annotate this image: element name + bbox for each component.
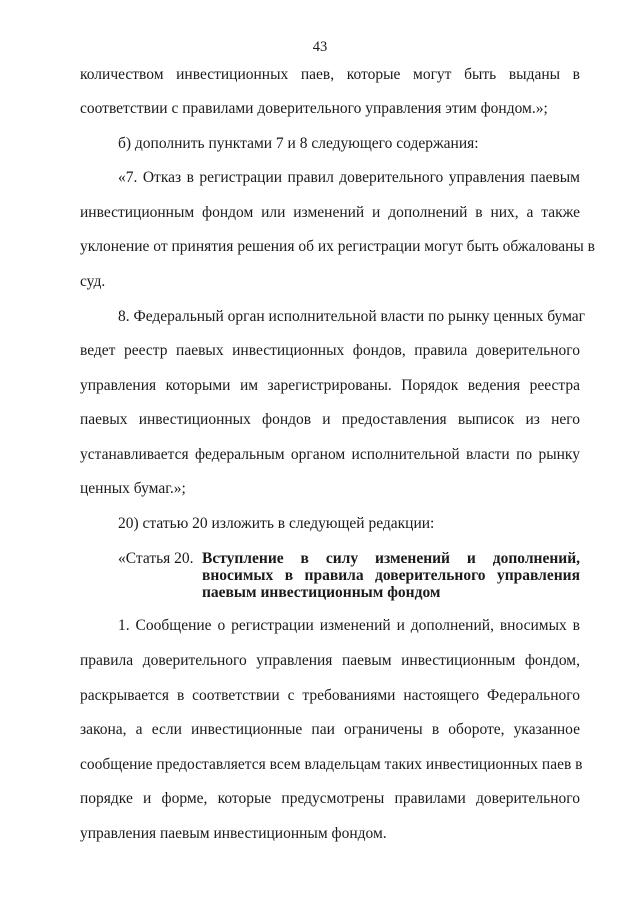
text-line: ведет реестр паевых инвестиционных фондов, правила доверительного — [80, 342, 580, 359]
article-label: «Статья 20. — [118, 550, 194, 567]
text-line: управления которыми им зарегистрированы. Порядок ведения реестра — [80, 377, 580, 394]
text-line: закона, а если инвестиционные паи ограничены в обороте, указанное — [80, 721, 580, 738]
text-line: количеством инвестиционных паев, которые могут быть выданы в — [80, 66, 580, 83]
text-line: б) дополнить пунктами 7 и 8 следующего содержания: — [118, 135, 479, 152]
text-line: 20) статью 20 изложить в следующей редакции: — [118, 515, 435, 532]
text-line: сообщение предоставляется всем владельцам таких инвестиционных паев в — [80, 756, 583, 773]
text-line: 1. Сообщение о регистрации изменений и дополнений, вносимых в — [118, 617, 580, 634]
article-title-line: Вступление в силу изменений и дополнений, — [202, 550, 580, 567]
page-number: 43 — [312, 39, 328, 55]
text-line: порядке и форме, которые предусмотрены правилами доверительного — [80, 790, 580, 807]
text-line: 8. Федеральный орган исполнительной власти по рынку ценных бумаг — [118, 308, 586, 325]
text-line: инвестиционным фондом или изменений и дополнений в них, а также — [80, 204, 580, 221]
text-line: соответствии с правилами доверительного управления этим фондом.»; — [80, 100, 548, 117]
text-line: «7. Отказ в регистрации правил доверительного управления паевым — [118, 169, 580, 186]
text-line: ценных бумаг.»; — [80, 480, 186, 497]
text-line: суд. — [80, 273, 106, 290]
text-line: уклонение от принятия решения об их регистрации могут быть обжалованы в — [80, 238, 595, 255]
article-title-line: паевым инвестиционным фондом — [202, 584, 441, 601]
text-line: раскрывается в соответствии с требованиями настоящего Федерального — [80, 687, 580, 704]
text-line: паевых инвестиционных фондов и предоставления выписок из него — [80, 411, 580, 428]
text-line: управления паевым инвестиционным фондом. — [80, 825, 387, 842]
text-line: устанавливается федеральным органом исполнительной власти по рынку — [80, 446, 580, 463]
text-line: правила доверительного управления паевым инвестиционным фондом, — [80, 652, 580, 669]
article-title-line: вносимых в правила доверительного управления — [202, 567, 580, 584]
